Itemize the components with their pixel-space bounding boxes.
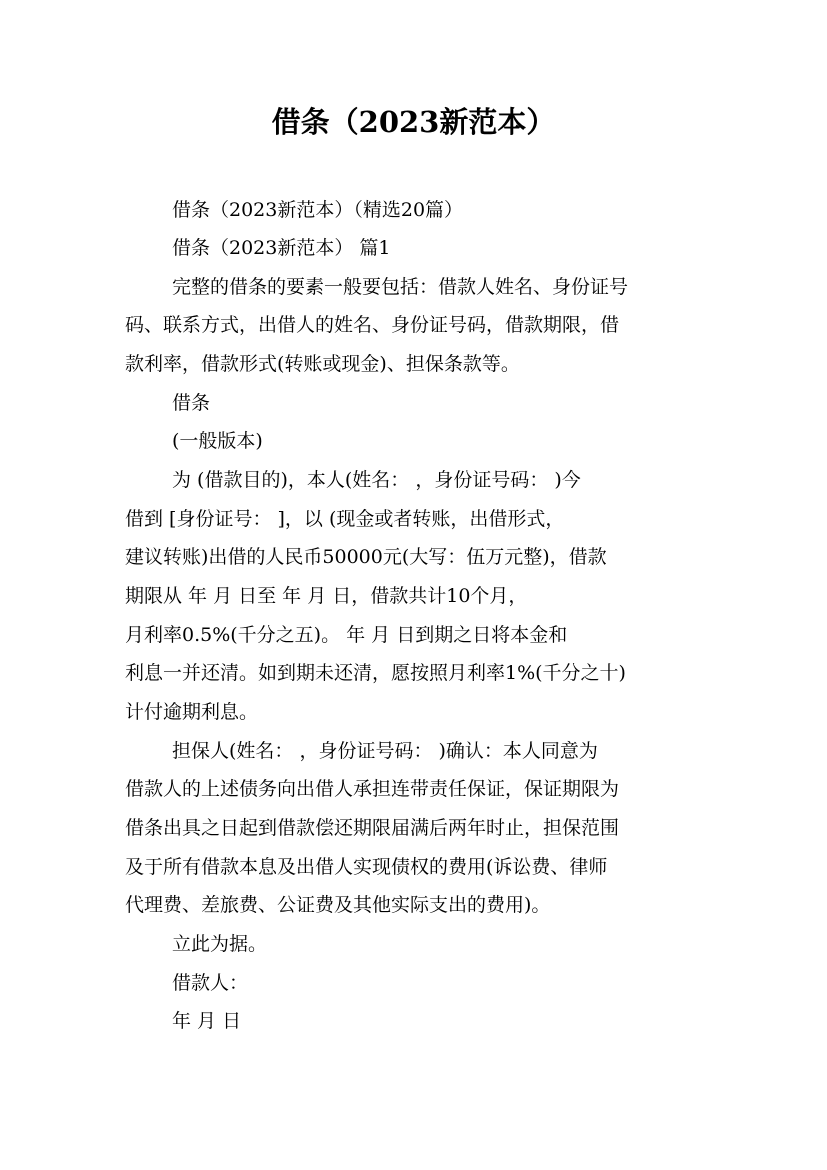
paragraph-line: 为 (借款目的)，本人(姓名： ，身份证号码： )今 <box>172 469 581 491</box>
paragraph-line: 立此为据。 <box>172 933 268 955</box>
paragraph-line: 期限从 年 月 日至 年 月 日，借款共计10个月， <box>125 585 528 607</box>
paragraph-line: 借条 <box>172 392 211 414</box>
paragraph-line: 款利率，借款形式(转账或现金)、担保条款等。 <box>125 353 520 375</box>
paragraph-line: 借款人的上述债务向出借人承担连带责任保证，保证期限为 <box>125 778 620 800</box>
paragraph-line: 码、联系方式，出借人的姓名、身份证号码，借款期限，借 <box>125 314 620 336</box>
document-title: 借条（2023新范本） <box>271 105 556 139</box>
paragraph-line: (一般版本) <box>172 430 263 452</box>
paragraph-line: 及于所有借款本息及出借人实现债权的费用(诉讼费、律师 <box>125 856 608 878</box>
section-heading: 借条（2023新范本） 篇1 <box>172 237 391 259</box>
subtitle-line: 借条（2023新范本）（精选20篇） <box>172 199 464 221</box>
paragraph-line: 月利率0.5%(千分之五)。 年 月 日到期之日将本金和 <box>125 624 568 646</box>
paragraph-line: 担保人(姓名： ，身份证号码： )确认：本人同意为 <box>172 740 598 762</box>
paragraph-line: 借到 [身份证号： ]，以 (现金或者转账，出借形式， <box>125 508 565 530</box>
paragraph-line: 计付逾期利息。 <box>125 701 259 723</box>
paragraph-line: 完整的借条的要素一般要包括：借款人姓名、身份证号 <box>172 276 629 298</box>
borrower-signature-label: 借款人： <box>172 972 249 994</box>
paragraph-line: 利息一并还清。如到期未还清，愿按照月利率1%(千分之十) <box>125 662 626 684</box>
paragraph-line: 借条出具之日起到借款偿还期限届满后两年时止，担保范围 <box>125 817 620 839</box>
paragraph-line: 建议转账)出借的人民币50000元(大写：伍万元整)，借款 <box>125 546 607 568</box>
date-line: 年 月 日 <box>172 1010 242 1032</box>
paragraph-line: 代理费、差旅费、公证费及其他实际支出的费用)。 <box>125 894 551 916</box>
